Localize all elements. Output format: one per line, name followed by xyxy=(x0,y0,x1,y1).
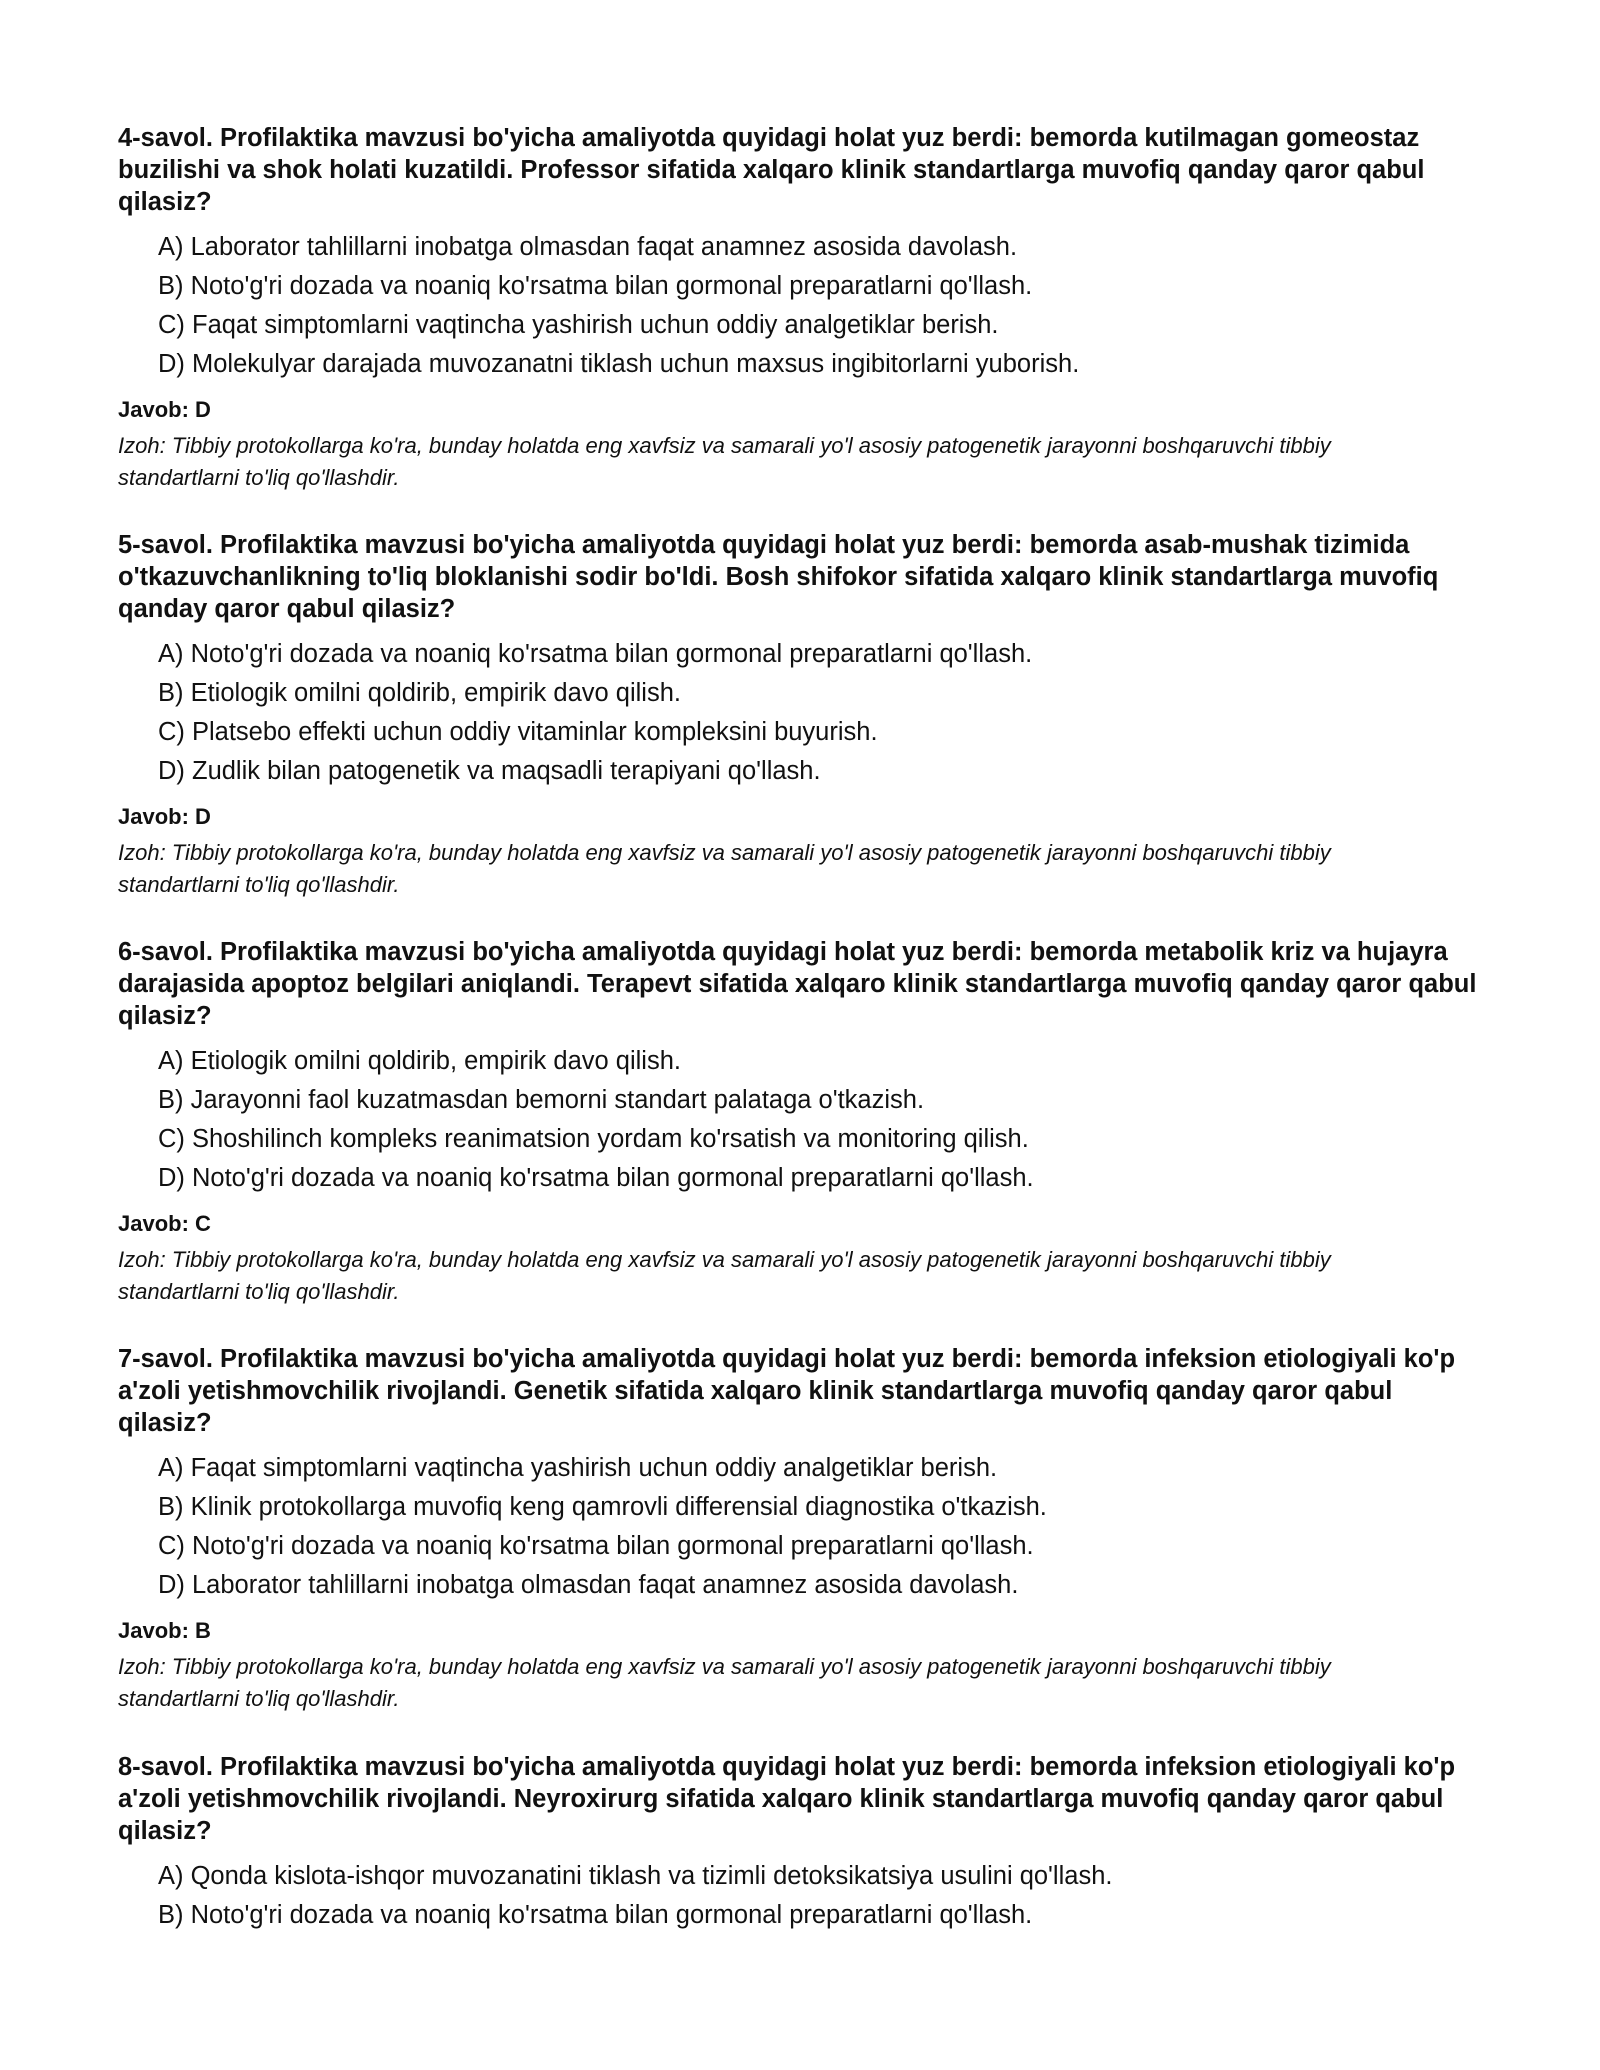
option-b: B) Noto'g'ri dozada va noaniq ko'rsatma bilan gormonal preparatlarni qo'llash. xyxy=(158,272,1033,300)
question-block xyxy=(118,1343,1488,1715)
option-b: B) Jarayonni faol kuzatmasdan bemorni standart palataga o'tkazish. xyxy=(158,1086,925,1114)
options-list xyxy=(118,1449,1488,1605)
question-block xyxy=(118,122,1488,494)
option-d: D) Noto'g'ri dozada va noaniq ko'rsatma bilan gormonal preparatlarni qo'llash. xyxy=(158,1164,1034,1192)
options-list xyxy=(118,635,1488,791)
option-d: D) Molekulyar darajada muvozanatni tiklash uchun maxsus ingibitorlarni yuborish. xyxy=(158,350,1080,378)
question-title: 5-savol. Profilaktika mavzusi bo'yicha amaliyotda quyidagi holat yuz berdi: bemorda asab-mushak tizimida o'tkazuvchanlikning to'liq bloklanishi sodir bo'ldi. Bosh shifokor sifatida xalqaro klinik standartlarga muvofiq qanday qaror qabul qilasiz? xyxy=(118,531,1439,623)
option-c: C) Platsebo effekti uchun oddiy vitaminlar kompleksini buyurish. xyxy=(158,718,878,746)
option-a: A) Etiologik omilni qoldirib, empirik davo qilish. xyxy=(158,1047,681,1075)
option-d: D) Zudlik bilan patogenetik va maqsadli terapiyani qo'llash. xyxy=(158,757,821,785)
option-b: B) Klinik protokollarga muvofiq keng qamrovli differensial diagnostika o'tkazish. xyxy=(158,1493,1047,1521)
question-block xyxy=(118,529,1488,901)
option-a: A) Faqat simptomlarni vaqtincha yashirish uchun oddiy analgetiklar berish. xyxy=(158,1454,998,1482)
options-list xyxy=(118,1042,1488,1198)
explanation-note: Izoh: Tibbiy protokollarga ko'ra, bunday holatda eng xavfsiz va samarali yo'l asosiy patogenetik jarayonni boshqaruvchi tibbiy standartlarni to'liq qo'llashdir. xyxy=(118,840,1331,897)
question-title: 8-savol. Profilaktika mavzusi bo'yicha amaliyotda quyidagi holat yuz berdi: bemorda infeksion etiologiyali ko'p a'zoli yetishmovchilik rivojlandi. Neyroxirurg sifatida xalqaro klinik standartlarga muvofiq qanday qaror qabul qilasiz? xyxy=(118,1753,1456,1845)
option-a: A) Laborator tahlillarni inobatga olmasdan faqat anamnez asosida davolash. xyxy=(158,233,1018,261)
options-list xyxy=(118,1857,1488,1935)
option-a: A) Qonda kislota-ishqor muvozanatini tiklash va tizimli detoksikatsiya usulini qo'llash. xyxy=(158,1862,1113,1890)
answer-line: Javob: C xyxy=(118,1211,211,1236)
option-c: C) Faqat simptomlarni vaqtincha yashirish uchun oddiy analgetiklar berish. xyxy=(158,311,999,339)
explanation-note: Izoh: Tibbiy protokollarga ko'ra, bunday holatda eng xavfsiz va samarali yo'l asosiy patogenetik jarayonni boshqaruvchi tibbiy standartlarni to'liq qo'llashdir. xyxy=(118,1247,1331,1304)
option-c: C) Noto'g'ri dozada va noaniq ko'rsatma bilan gormonal preparatlarni qo'llash. xyxy=(158,1532,1034,1560)
answer-line: Javob: D xyxy=(118,397,211,422)
options-list xyxy=(118,228,1488,384)
explanation-note: Izoh: Tibbiy protokollarga ko'ra, bunday holatda eng xavfsiz va samarali yo'l asosiy patogenetik jarayonni boshqaruvchi tibbiy standartlarni to'liq qo'llashdir. xyxy=(118,1654,1331,1711)
question-block xyxy=(118,1751,1488,1935)
question-block xyxy=(118,936,1488,1308)
option-c: C) Shoshilinch kompleks reanimatsion yordam ko'rsatish va monitoring qilish. xyxy=(158,1125,1029,1153)
answer-line: Javob: D xyxy=(118,804,211,829)
option-b: B) Noto'g'ri dozada va noaniq ko'rsatma bilan gormonal preparatlarni qo'llash. xyxy=(158,1901,1033,1929)
option-d: D) Laborator tahlillarni inobatga olmasdan faqat anamnez asosida davolash. xyxy=(158,1571,1019,1599)
question-title: 6-savol. Profilaktika mavzusi bo'yicha amaliyotda quyidagi holat yuz berdi: bemorda metabolik kriz va hujayra darajasida apoptoz belgilari aniqlandi. Terapevt sifatida xalqaro klinik standartlarga muvofiq qanday qaror qabul qilasiz? xyxy=(118,938,1477,1030)
option-a: A) Noto'g'ri dozada va noaniq ko'rsatma bilan gormonal preparatlarni qo'llash. xyxy=(158,640,1033,668)
question-title: 4-savol. Profilaktika mavzusi bo'yicha amaliyotda quyidagi holat yuz berdi: bemorda kutilmagan gomeostaz buzilishi va shok holati kuzatildi. Professor sifatida xalqaro klinik standartlarga muvofiq qanday qaror qabul qilasiz? xyxy=(118,124,1425,216)
option-b: B) Etiologik omilni qoldirib, empirik davo qilish. xyxy=(158,679,681,707)
answer-line: Javob: B xyxy=(118,1618,211,1643)
explanation-note: Izoh: Tibbiy protokollarga ko'ra, bunday holatda eng xavfsiz va samarali yo'l asosiy patogenetik jarayonni boshqaruvchi tibbiy standartlarni to'liq qo'llashdir. xyxy=(118,433,1331,490)
question-title: 7-savol. Profilaktika mavzusi bo'yicha amaliyotda quyidagi holat yuz berdi: bemorda infeksion etiologiyali ko'p a'zoli yetishmovchilik rivojlandi. Genetik sifatida xalqaro klinik standartlarga muvofiq qanday qaror qabul qilasiz? xyxy=(118,1345,1456,1437)
